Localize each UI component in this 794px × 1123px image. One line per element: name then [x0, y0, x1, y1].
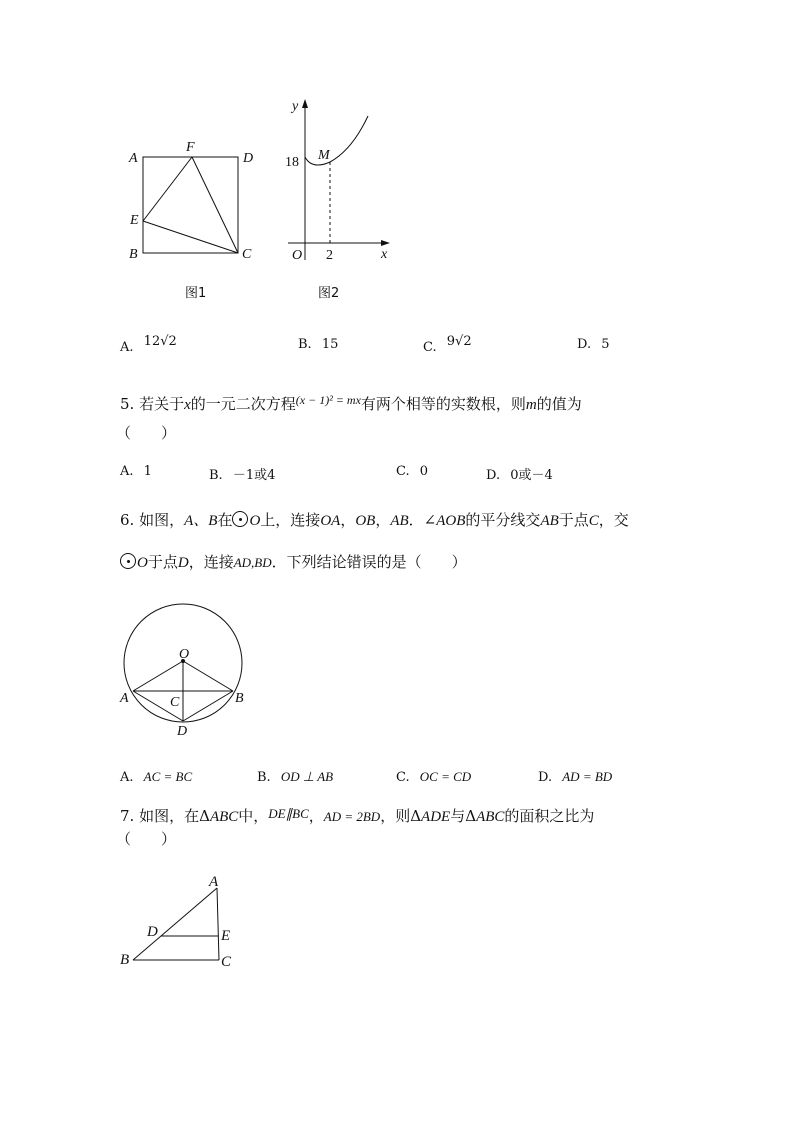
q7-ad-bd: AD = 2BD [323, 809, 381, 824]
figure-2-caption: 图2 [318, 286, 340, 301]
q6-ab: AB [390, 513, 409, 529]
q4-option-b-value: 15 [321, 337, 339, 352]
q5-option-c-value: 0 [419, 464, 429, 479]
q6-l1e: 的平分线交 [465, 511, 541, 529]
figure-1-caption: 图1 [185, 286, 207, 301]
q6-l2c: ．下列结论错误的是（ ） [271, 553, 467, 571]
q7-stem: 7. 如图，在ΔABC中，DE∥BC，AD = 2BD，则ΔADE与ΔABC的面积之比为 [120, 806, 595, 825]
q6-ab-points: A、B [184, 513, 218, 529]
q5-option-b [209, 464, 275, 483]
label-b: B [129, 247, 138, 262]
q5-number: 5. [120, 395, 135, 413]
q5-option-d-value: 0或－4 [510, 468, 553, 483]
q7-text-e: 的面积之比为 [504, 807, 595, 825]
q6-aob: AOB [436, 513, 466, 529]
q6-l2a: 于点 [147, 553, 178, 571]
q6-adbd: AD,BD [233, 555, 272, 570]
q5-text-c: 有两个相等的实数根，则 [360, 395, 526, 413]
q5-text-b: 的一元二次方程 [190, 395, 296, 413]
q6-option-d-letter: D. [538, 770, 553, 785]
q6-ob: OB [355, 513, 376, 529]
q5-option-a-letter: A. [120, 464, 134, 479]
q7-abc2: ABC [476, 809, 505, 825]
segment-fc [192, 157, 238, 253]
q6-l1g: ，交 [598, 511, 629, 529]
q5-option-b-letter: B. [209, 468, 223, 483]
fig6-label-d: D [177, 724, 188, 739]
q5-option-d-letter: D. [486, 468, 501, 483]
q6-stem-line2 [120, 552, 467, 573]
fig7-label-a: A [209, 874, 219, 890]
q5-option-c [396, 464, 428, 479]
segment-oa [133, 661, 183, 691]
q5-var-m: m [525, 397, 537, 413]
q6-number: 6. [120, 511, 135, 529]
q6-option-c-value: OC = CD [419, 769, 472, 784]
q6-l2b: ，连接 [188, 553, 234, 571]
segment-ef [143, 157, 192, 221]
figure-triangle [0, 870, 794, 980]
label-m: M [318, 148, 330, 163]
fig7-label-e: E [221, 928, 231, 944]
figure-circle [0, 590, 794, 750]
q4-option-d-letter: D. [577, 337, 592, 352]
fig7-label-d: D [147, 924, 158, 940]
q5-equation: (x − 1)² = mx [295, 393, 361, 407]
q6-circle-o-2: O [137, 555, 148, 571]
q4-option-a-value: 12√2 [143, 334, 177, 349]
q6-option-a [120, 769, 192, 785]
q4-option-d [577, 337, 610, 352]
curve [305, 116, 368, 165]
q5-option-a-value: 1 [143, 464, 152, 479]
q5-paren: （ ） [116, 424, 177, 442]
label-o: O [292, 248, 303, 263]
q6-circle-o: O [249, 513, 261, 529]
q6-c: C [588, 513, 599, 529]
circle-dot-icon [120, 553, 136, 569]
q5-option-a [120, 464, 152, 479]
q6-ab2: AB [540, 513, 559, 529]
label-e: E [130, 213, 139, 228]
label-d: D [243, 151, 254, 166]
label-a: A [129, 151, 138, 166]
label-2: 2 [326, 248, 333, 263]
fig6-label-a: A [120, 691, 129, 706]
q6-l1c: 上，连接 [260, 511, 321, 529]
q6-l1a: 如图， [139, 511, 185, 529]
q7-ade: ADE [421, 809, 451, 825]
q6-stem-line1: 6. 如图，A、B在 O上，连接OA，OB，AB．∠AOB的平分线交AB于点C，交 [120, 511, 629, 529]
q4-option-d-value: 5 [601, 337, 610, 352]
q4-option-c-value: 9√2 [446, 334, 472, 349]
segment-ab-tri [133, 888, 217, 960]
q7-number: 7. [120, 807, 135, 825]
q7-text-c: ，则Δ [380, 807, 422, 825]
label-18: 18 [285, 155, 299, 170]
q4-option-a [120, 334, 177, 355]
q6-option-b [257, 769, 333, 785]
q7-de-bc: DE∥BC [268, 806, 309, 821]
q5-option-d [486, 464, 553, 483]
label-y: y [292, 99, 299, 114]
q7-abc: ABC [209, 809, 239, 825]
q4-option-b [298, 337, 338, 352]
figure-1 [0, 0, 794, 320]
fig7-label-c: C [221, 954, 232, 970]
q6-oa: OA [320, 513, 341, 529]
q5-text-a: 若关于 [139, 395, 185, 413]
q4-option-b-letter: B. [298, 337, 312, 352]
segment-ac-tri [217, 888, 219, 960]
fig6-label-c: C [170, 695, 180, 710]
fig6-label-b: B [235, 691, 244, 706]
q7-paren: （ ） [116, 830, 177, 848]
label-f: F [186, 140, 195, 155]
q5-var-x: x [184, 397, 191, 413]
q6-option-a-value: AC = BC [143, 769, 193, 784]
q6-option-a-letter: A. [120, 770, 134, 785]
q5-option-b-value: －1或4 [232, 468, 276, 483]
q5-text-d: 的值为 [536, 395, 582, 413]
q6-option-c [396, 769, 471, 785]
fig7-label-b: B [120, 952, 130, 968]
q7-text-a: 如图，在Δ [139, 807, 210, 825]
segment-ob [183, 661, 233, 691]
segment-ec [143, 221, 238, 253]
q4-option-c-letter: C. [423, 340, 437, 355]
x-axis-arrow [381, 240, 390, 246]
q6-l1f: 于点 [558, 511, 589, 529]
q7-text-d: 与Δ [450, 807, 477, 825]
q4-option-a-letter: A. [120, 340, 134, 355]
q6-option-d-value: AD = BD [562, 769, 613, 784]
q4-option-c [423, 334, 472, 355]
q6-l1d: ．∠ [408, 511, 437, 529]
q6-d: D [177, 555, 189, 571]
q6-option-b-value: OD ⊥ AB [280, 769, 334, 784]
q5-stem [120, 394, 582, 415]
q6-option-d [538, 769, 612, 785]
fig6-label-o: O [179, 647, 190, 662]
label-c: C [242, 247, 252, 262]
q6-option-b-letter: B. [257, 770, 271, 785]
square-abcd [143, 157, 238, 253]
q6-l1b: 在 [217, 511, 233, 529]
circle-dot-icon [232, 511, 248, 527]
y-axis-arrow [302, 99, 308, 108]
label-x: x [381, 247, 388, 262]
q6-option-c-letter: C. [396, 770, 410, 785]
q5-option-c-letter: C. [396, 464, 410, 479]
q7-text-b: 中， [238, 807, 269, 825]
